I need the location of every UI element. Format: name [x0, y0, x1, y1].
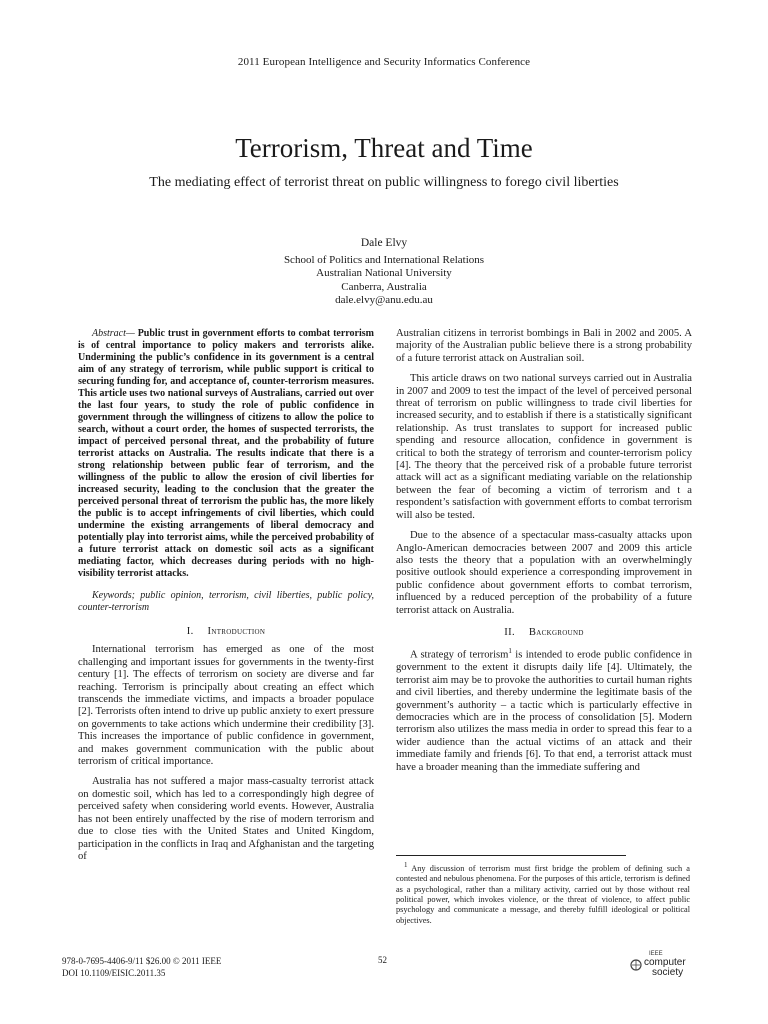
paper-subtitle: The mediating effect of terrorist threat on public willingness to forego civil liberties — [149, 175, 619, 190]
keywords: Keywords; public opinion, terrorism, civil liberties, public policy, counter-terrorism — [78, 590, 374, 613]
right-column — [396, 328, 692, 782]
section-title: Background — [528, 626, 584, 638]
footnote-text: Any discussion of terrorism must first bridge the problem of defining such a contested and nebulous phenomena. For the purposes of this article, terrorism is defined as a psychological, rather than a military activity, carried out by those without real political power, which invokes violence, or the threat of violence, to affect public psychology and communicate a message, and thereby fulfill ideological or political objectives. — [396, 863, 690, 925]
left-column — [78, 328, 374, 871]
footnote — [396, 860, 690, 926]
author-name: Dale Elvy — [360, 237, 408, 249]
background-paragraph-1 — [396, 645, 692, 774]
footer-isbn: 978-0-7695-4406-9/11 $26.00 © 2011 IEEE — [62, 956, 222, 966]
background-text-start: A strategy of terrorism — [410, 649, 509, 661]
section-number: I. — [186, 626, 194, 637]
footnote-divider — [396, 855, 626, 856]
computer-society-logo — [630, 951, 710, 981]
computer-society-logo-icon — [630, 959, 642, 971]
conference-header: 2011 European Intelligence and Security Informatics Conference — [237, 56, 531, 68]
abstract — [78, 328, 374, 580]
logo-society-text: society — [652, 967, 684, 978]
footnote-reference[interactable]: 1 — [508, 647, 512, 656]
page-number: 52 — [378, 955, 387, 965]
footer-doi: DOI 10.1109/EISIC.2011.35 — [62, 968, 166, 978]
right-paragraph-1: Australian citizens in terrorist bombings in Bali in 2002 and 2005. A majority of the Australian public believe there is a strong probability of a future terrorist attack on Australian soil. — [396, 328, 692, 364]
footer-publication-info — [62, 955, 221, 979]
background-text-rest: is intended to erode public confidence in government to the extent it disrupts daily life [4]. Ultimately, the terrorist aim may be to provoke the authorities to curtail human rights and civil liberties, and thereby undermine the legitimate basis of the government’s authority – a tactic which is particularly effective in democracies which are in the process of consolidation [5]. Modern terrorism also utilizes the mass media in order to spread this fear to a wider audience than the actual victims of an attack and their immediate family and friends [6]. To that end, a terrorist attack must have a broader meaning than the immediate suffering and — [396, 649, 693, 773]
logo-computer-text: computer — [644, 957, 686, 968]
logo-ieee-text: IEEE — [649, 951, 663, 957]
author-affiliation-2: Australian National University — [316, 267, 452, 280]
abstract-text: Public trust in government efforts to combat terrorism is of central importance to policy makers and terrorists alike. Undermining the public’s confidence in its government is a central aim of any strategy of terrorism, while public support is critical to securing funding for, and acceptance of, counter-terrorism measures. This article uses two national surveys of Australians, carried out over the last four years, to study the role of public confidence in government through the willingness of citizens to allow the police to search, without a court order, the homes of suspected terrorists, the impact of perceived personal threat, and the probability of future terrorist attacks on Australia. The results indicate that there is a strong relationship between public fear of terrorism, and the willingness of the public to allow the erosion of civil liberties for increased security, leading to the conclusion that the greater the perceived personal threat of terrorism the public has, the more likely the public is to accept infringements of civil liberties, which could undermine the existing arrangements of liberal democracy and potentially play into terrorist aims, while the perceived probability of a future terrorist attack on domestic soil acts as a significant mediating factor, which decreases during periods with no high-visibility terrorist attacks. — [78, 328, 374, 579]
intro-paragraph-1: International terrorism has emerged as one of the most challenging and important issues for governments in the twenty-first century [1]. The effects of terrorism on society are diverse and far reaching. Terrorism is principally about creating an effect which transcends the immediate victims, and impacts a broader populace [2]. Terrorists often intend to drive up public anxiety to exert pressure on governments to take actions which undermine their credibility [3]. This increases the importance of public confidence in government, and makes government communication with the public about terrorism of critical importance. — [78, 644, 374, 768]
intro-paragraph-2: Australia has not suffered a major mass-casualty terrorist attack on domestic soil, which has led to a correspondingly high degree of perceived safety when considering world events. However, Australia has not been entirely unaffected by the rise of modern terrorism and due to close ties with the United States and United Kingdom, participation in the conflicts in Iraq and Afghanistan and the targeting of — [78, 776, 374, 862]
author-email[interactable]: dale.elvy@anu.edu.au — [335, 294, 433, 307]
abstract-label: Abstract— — [92, 328, 135, 339]
right-paragraph-3: Due to the absence of a spectacular mass-casualty attacks upon Anglo-American democracies between 2007 and 2009 this article also tests the theory that a population with an overwhelmingly positive outlook should experience a corresponding improvement in public confidence about government efforts to combat terrorism, influenced by a reduced perception of the probability of a future terrorist attack on Australia. — [396, 530, 692, 616]
section-title: Introduction — [207, 626, 266, 637]
author-location: Canberra, Australia — [341, 280, 427, 293]
section-heading-background — [396, 627, 692, 639]
section-heading-introduction — [78, 626, 374, 638]
author-block — [0, 237, 768, 308]
section-number: II. — [504, 626, 515, 638]
author-affiliation-1: School of Politics and International Relations — [283, 253, 485, 266]
right-paragraph-2: This article draws on two national surveys carried out in Australia in 2007 and 2009 to test the impact of the level of perceived personal threat of terrorism on public willingness to trade civil liberties for increased security, and to establish if there is a statistically significant relationship. As trust translates to support for increased public spending and resource allocation, confidence in government is critical to both the strategy of terrorism and counter-terrorism policy [4]. The theory that the perceived risk of a probable future terrorist attack will act as a significant mediating variable on the relationship between the fear of becoming a victim of terrorism and t a respondent’s satisfaction with government efforts to combat terrorism will also be tested. — [396, 373, 692, 521]
footnote-mark: 1 — [404, 861, 408, 869]
paper-title: Terrorism, Threat and Time — [235, 133, 533, 163]
